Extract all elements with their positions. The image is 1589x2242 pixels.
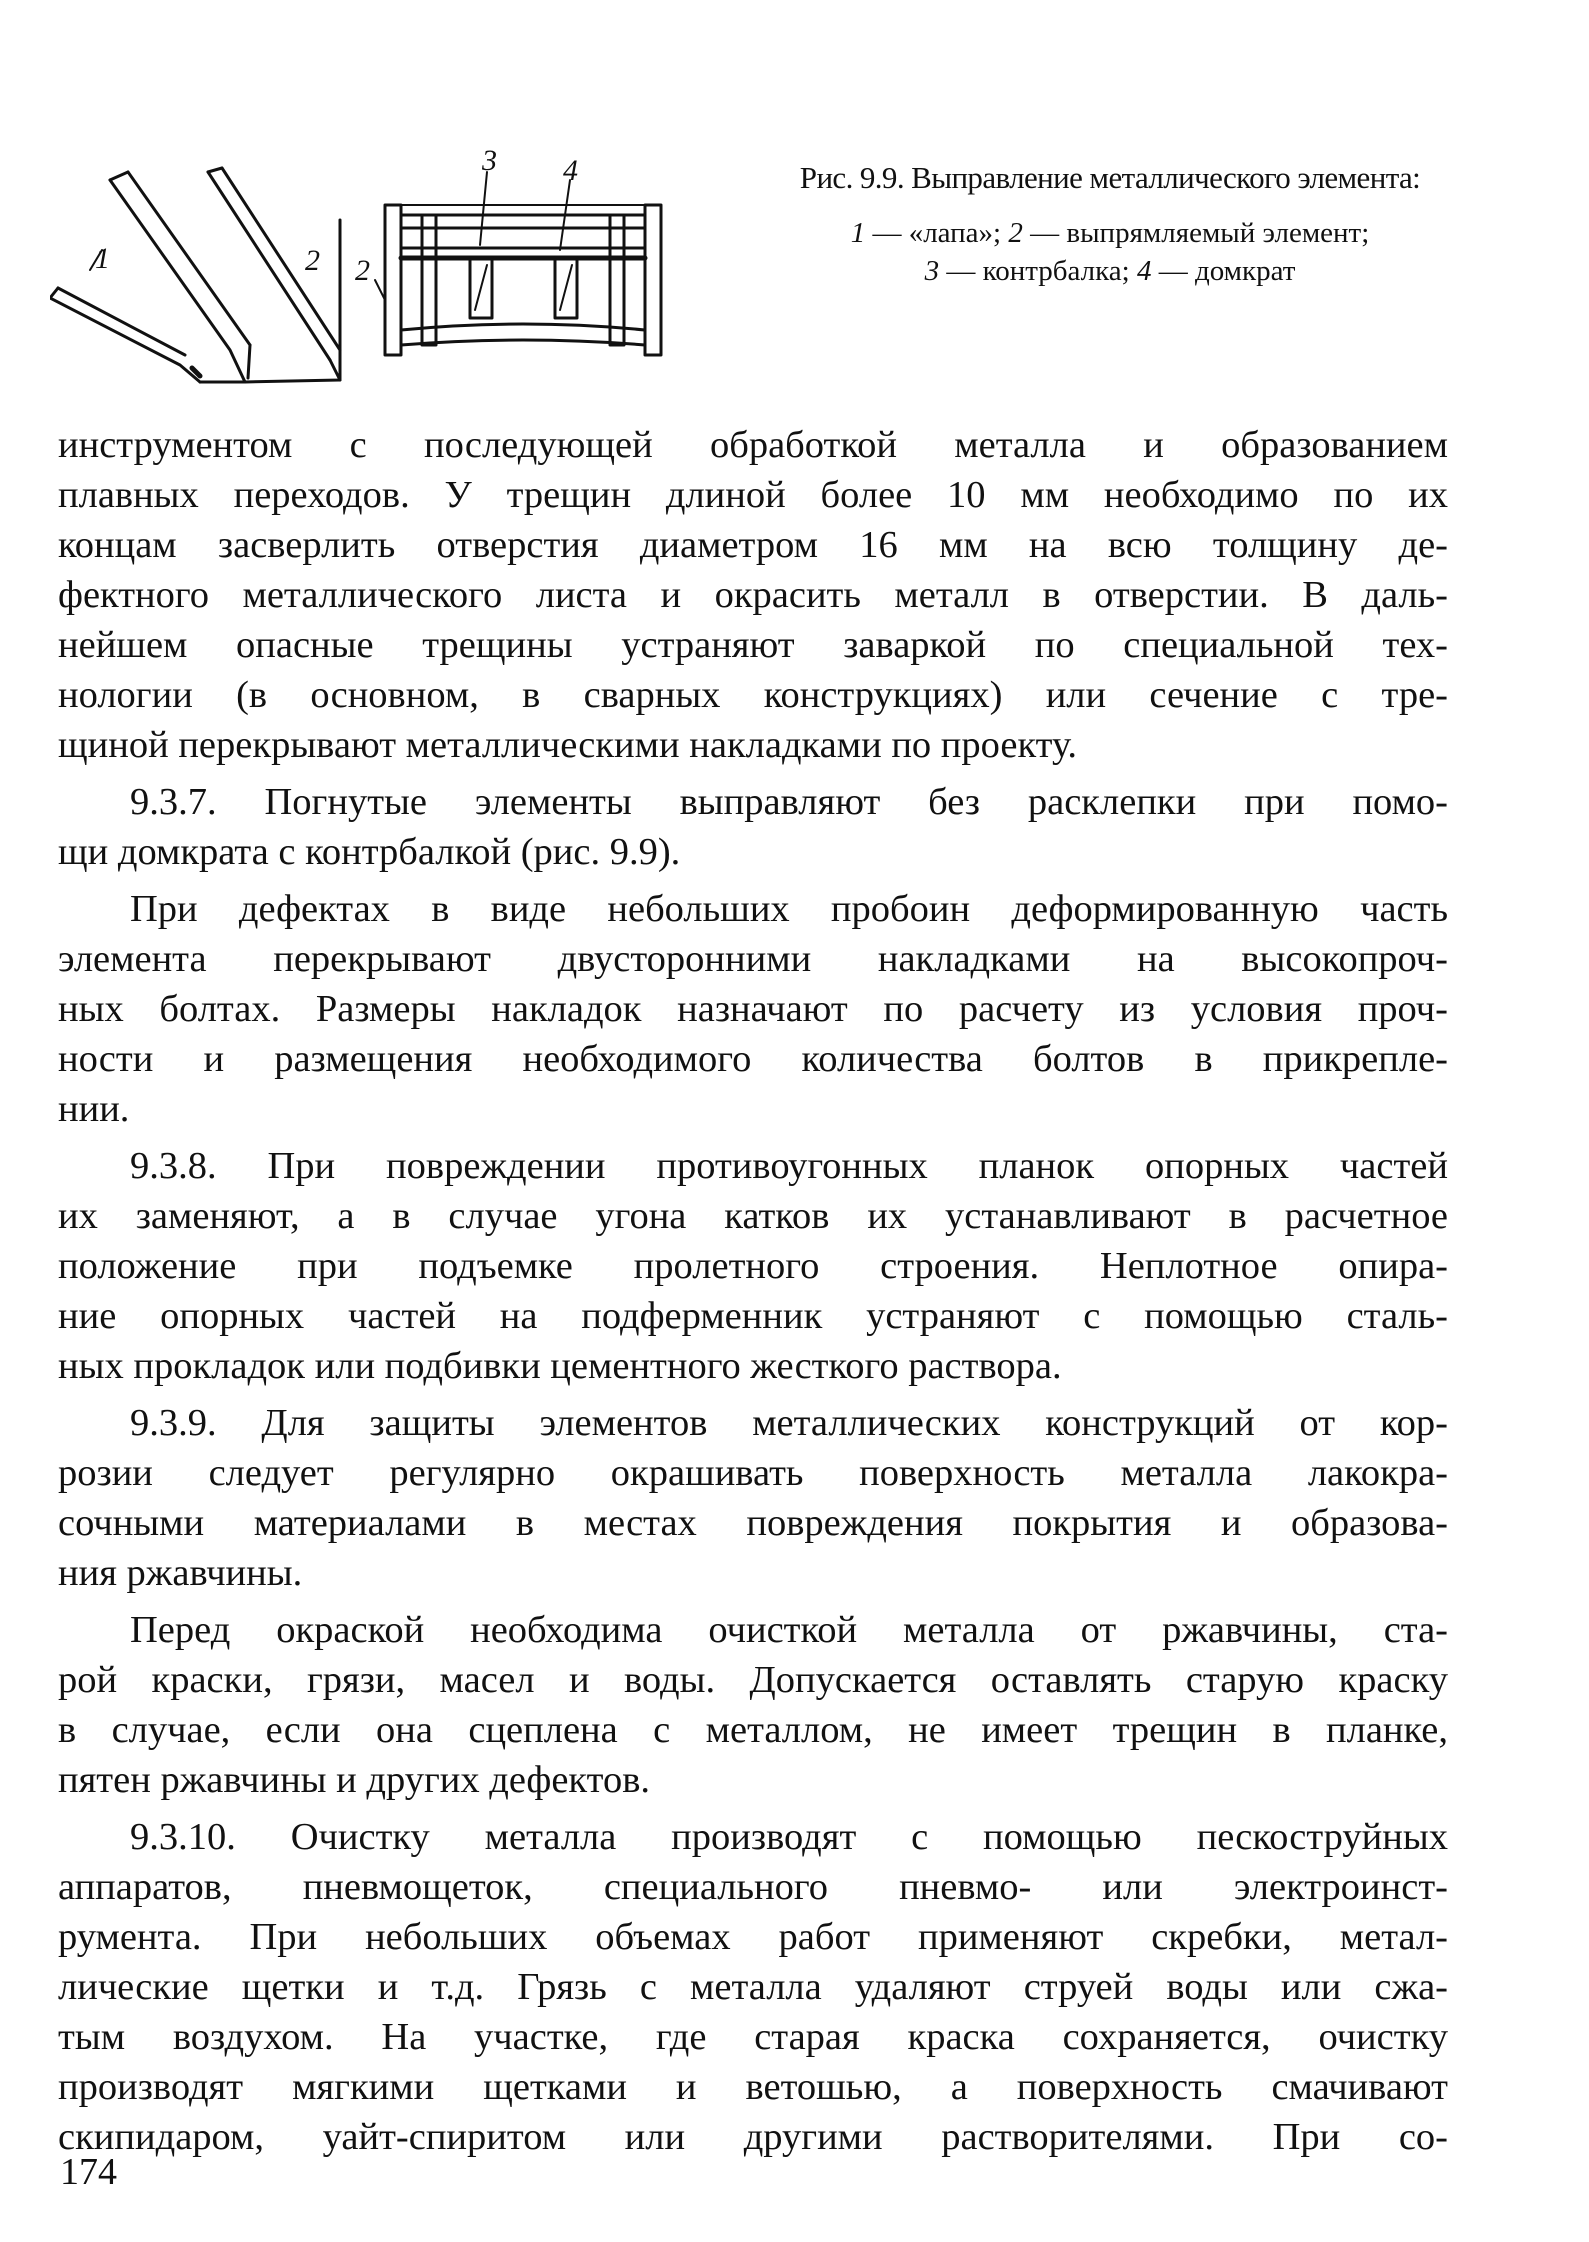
- text-line: производят мягкими щетками и ветошью, а поверхность смачивают: [58, 2066, 1448, 2108]
- caption-legend: [770, 214, 1450, 290]
- text-line: ных болтах. Размеры накладок назначают по расчету из условия проч-: [58, 988, 1448, 1030]
- paragraph-holes: [58, 884, 1448, 1134]
- legend-num-3: 3: [924, 255, 940, 287]
- paragraph-9-3-8: [58, 1141, 1448, 1391]
- text-line: концам засверлить отверстия диаметром 16 мм на всю толщину де-: [58, 524, 1448, 566]
- text-line: нейшем опасные трещины устраняют заваркой по специальной тех-: [58, 624, 1448, 666]
- text-line: их заменяют, а в случае угона катков их устанавливают в расчетное: [58, 1195, 1448, 1237]
- legend-line-1: [770, 214, 1450, 252]
- callout-3: 3: [482, 150, 497, 177]
- text-line: пятен ржавчины и других дефектов.: [58, 1759, 650, 1801]
- legend-text-2: — выпрямляемый элемент;: [1022, 217, 1370, 249]
- text-line: плавных переходов. У трещин длиной более 10 мм необходимо по их: [58, 474, 1448, 516]
- text-line: 9.3.10. Очистку металла производят с помощью пескоструйных: [130, 1816, 1448, 1858]
- callout-2: 2: [305, 244, 320, 277]
- text-line: 9.3.8. При повреждении противоугонных планок опорных частей: [130, 1145, 1448, 1187]
- text-line: лические щетки и т.д. Грязь с металла удаляют струей воды или сжа-: [58, 1966, 1448, 2008]
- text-line: ных прокладок или подбивки цементного жесткого раствора.: [58, 1345, 1062, 1387]
- text-line: в случае, если она сцеплена с металлом, не имеет трещин в планке,: [58, 1709, 1448, 1751]
- figure-caption: [770, 158, 1450, 290]
- text-line: ности и размещения необходимого количества болтов в прикрепле-: [58, 1038, 1448, 1080]
- text-line: розии следует регулярно окрашивать поверхность металла лакокра-: [58, 1452, 1448, 1494]
- figure-9-9: [50, 150, 750, 400]
- text-line: нии.: [58, 1088, 130, 1130]
- figure-callouts: [95, 150, 578, 287]
- text-line: 9.3.9. Для защиты элементов металлических конструкций от кор-: [130, 1402, 1448, 1444]
- text-line: аппаратов, пневмощеток, специального пневмо- или электроинст-: [58, 1866, 1448, 1908]
- legend-line-2: [770, 252, 1450, 290]
- text-line: 9.3.7. Погнутые элементы выправляют без расклепки при помо-: [130, 781, 1448, 823]
- paragraph-continued: [58, 420, 1448, 770]
- text-line: нологии (в основном, в сварных конструкциях) или сечение с тре-: [58, 674, 1448, 716]
- text-line: инструментом с последующей обработкой металла и образованием: [58, 424, 1448, 466]
- caption-title: Рис. 9.9. Выправление металлического элемента:: [799, 160, 1421, 195]
- paragraph-9-3-7: [58, 777, 1448, 877]
- page-number: 174: [60, 2151, 117, 2193]
- text-line: тым воздухом. На участке, где старая краска сохраняется, очистку: [58, 2016, 1448, 2058]
- callout-1: 1: [95, 242, 110, 275]
- legend-text-1: — «лапа»;: [865, 217, 1009, 249]
- legend-text-3: — контрбалка;: [939, 255, 1137, 287]
- text-line: сочными материалами в местах повреждения покрытия и образова-: [58, 1502, 1448, 1544]
- callout-4: 4: [563, 154, 578, 187]
- text-line: щиной перекрывают металлическими накладками по проекту.: [58, 724, 1078, 766]
- paragraph-9-3-9: [58, 1398, 1448, 1598]
- text-line: положение при подъемке пролетного строения. Неплотное опира-: [58, 1245, 1448, 1287]
- text-line: щи домкрата с контрбалкой (рис. 9.9).: [58, 831, 681, 873]
- text-line: Перед окраской необходима очисткой металла от ржавчины, ста-: [130, 1609, 1448, 1651]
- text-line: фектного металлического листа и окрасить металл в отверстии. В даль-: [58, 574, 1448, 616]
- body-text: [58, 420, 1448, 2162]
- legend-text-4: — домкрат: [1151, 255, 1296, 287]
- figure-drawing: [50, 150, 750, 400]
- text-line: ния ржавчины.: [58, 1552, 303, 1594]
- text-line: скипидаром, уайт-спиритом или другими растворителями. При со-: [58, 2116, 1448, 2158]
- text-line: При дефектах в виде небольших пробоин деформированную часть: [130, 888, 1448, 930]
- callout-2b: 2: [355, 254, 370, 287]
- text-line: ние опорных частей на подферменник устраняют с помощью сталь-: [58, 1295, 1448, 1337]
- text-line: румента. При небольших объемах работ применяют скребки, метал-: [58, 1916, 1448, 1958]
- legend-num-4: 4: [1136, 255, 1152, 287]
- paragraph-9-3-10: [58, 1812, 1448, 2162]
- bent-angle-sketch: [50, 168, 340, 382]
- legend-num-2: 2: [1008, 217, 1023, 249]
- text-line: элемента перекрывают двусторонними накладками на высокопроч-: [58, 938, 1448, 980]
- text-line: рой краски, грязи, масел и воды. Допускается оставлять старую краску: [58, 1659, 1448, 1701]
- jack-frame-sketch: [375, 172, 661, 355]
- legend-num-1: 1: [850, 217, 866, 249]
- paragraph-painting: [58, 1605, 1448, 1805]
